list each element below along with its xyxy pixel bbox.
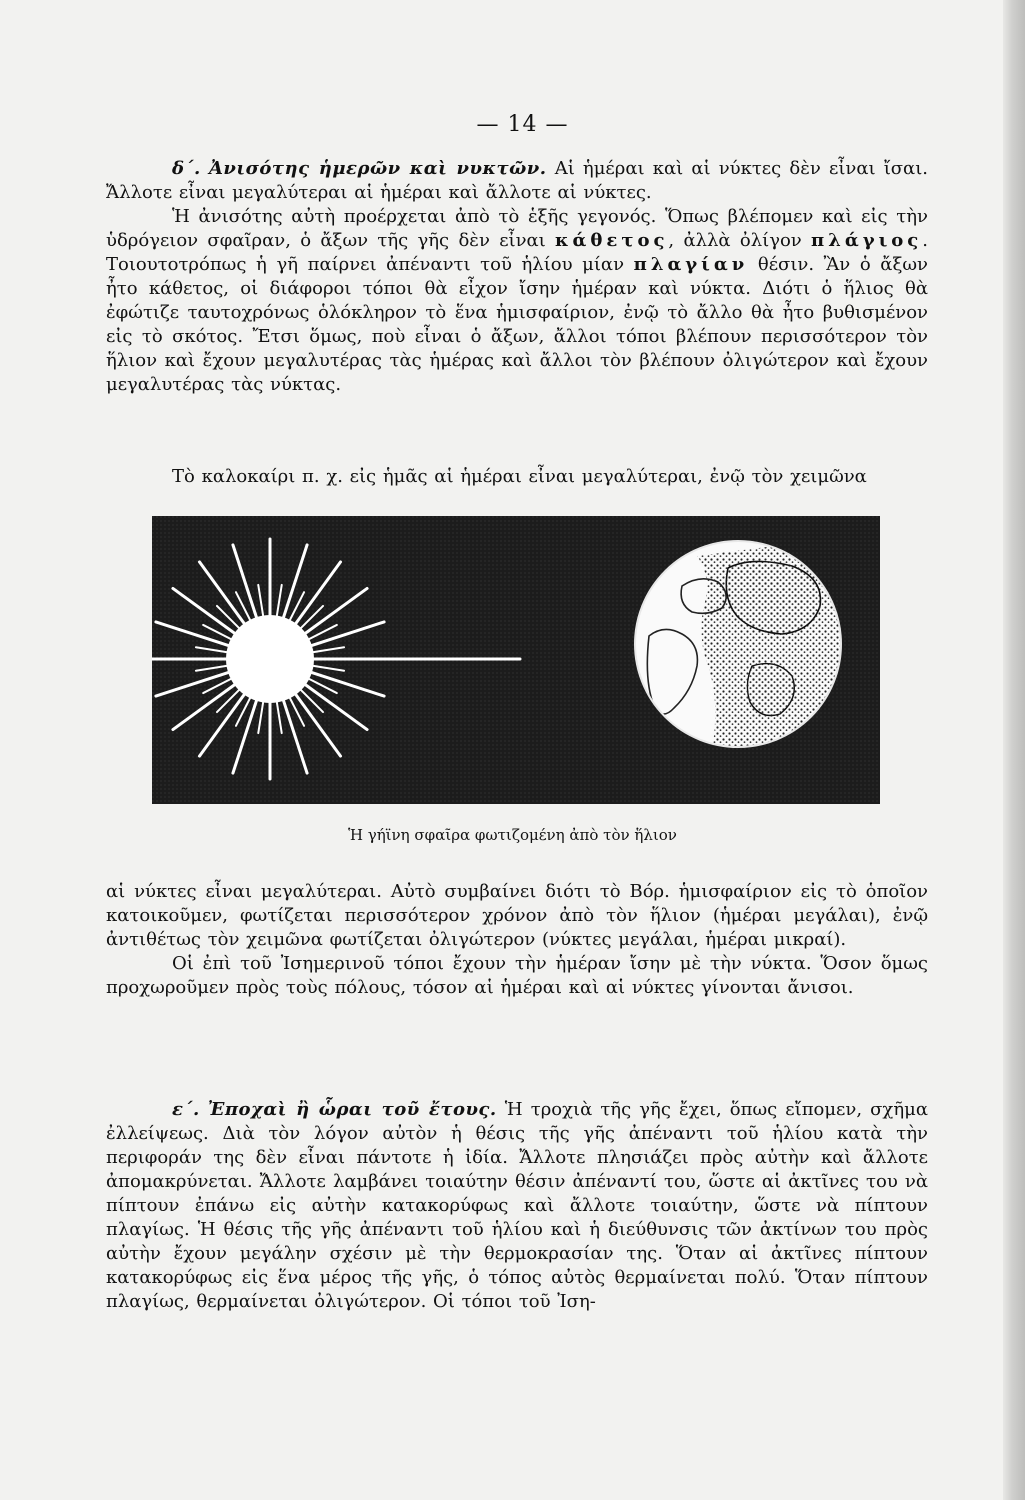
- sun: [226, 615, 314, 703]
- page-number: — 14 —: [476, 112, 569, 137]
- section-d-text-2: Ἡ ἀνισότης αὐτὴ προέρχεται ἀπὸ τὸ ἑξῆς γεγονός. Ὅπως βλέπομεν καὶ εἰς τὴν ὑδρόγειον σφαῖραν, ὁ ἄξων τῆς γῆς δὲν εἶναι: [106, 206, 928, 251]
- page-edge: [1003, 0, 1025, 1500]
- sun-and-earth-illustration: [152, 516, 880, 804]
- section-d-text-5: θέσιν. Ἂν ὁ ἄξων ἦτο κάθετος, οἱ διάφοροι τόποι θὰ εἶχον ἴσην ἡμέραν καὶ νύκτα. Διότι ὁ ἥλιος θὰ ἐφώτιζε ταυτοχρόνως ὁλόκληρον τὸ ἕνα ἡμισφαίριον, ἐνῷ τὸ ἄλλο θὰ ἦτο βυθισμένον εἰς τὸ σκότος. Ἔτσι ὅμως, ποὺ εἶναι ὁ ἄξων, ἄλλοι τόποι βλέπουν περισσότερον τὸν ἥλιον καὶ ἔχουν μεγαλυτέρας τὰς ἡμέρας καὶ ἄλλοι τὸν βλέπουν ὀλιγώτερον καὶ ἔχουν μεγαλυτέρας τὰς νύκτας.: [106, 254, 928, 395]
- continuation-text-2: Οἱ ἐπὶ τοῦ Ἰσημερινοῦ τόποι ἔχουν τὴν ἡμέραν ἴσην μὲ τὴν νύκτα. Ὅσον ὅμως προχωροῦμεν πρὸς τοὺς πόλους, τόσον αἱ ἡμέραι καὶ αἱ νύκτες γίνονται ἄνισοι.: [106, 953, 928, 998]
- section-d-text-1: Αἱ ἡμέραι καὶ αἱ νύκτες δὲν εἶναι ἴσαι. Ἄλλοτε εἶναι μεγαλύτεραι αἱ ἡμέραι καὶ ἄλλοτε αἱ νύκτες.: [106, 158, 928, 203]
- spaced-word-plagian: πλαγίαν: [633, 254, 749, 275]
- section-d-paragraph: [106, 157, 928, 397]
- continuation-text-1: αἱ νύκτες εἶναι μεγαλύτεραι. Αὐτὸ συμβαίνει διότι τὸ Βόρ. ἡμισφαίριον εἰς τὸ ὁποῖον κατοικοῦμεν, φωτίζεται περισσότερον χρόνον ἀπὸ τὸν ἥλιον (ἡμέραι μεγάλαι), ἐνῷ ἀντιθέτως τὸν χειμῶνα φωτίζεται ὀλιγώτερον (νύκτες μεγάλαι, ἡμέραι μικραί).: [106, 881, 928, 950]
- section-d-heading: Ἀνισότης ἡμερῶν καὶ νυκτῶν.: [208, 158, 547, 179]
- figure-caption: Ἡ γήϊνη σφαῖρα φωτιζομένη ἀπὸ τὸν ἥλιον: [348, 826, 677, 844]
- spaced-word-plagios: πλάγιος: [811, 230, 923, 251]
- section-e-heading: Ἐποχαὶ ἢ ὧραι τοῦ ἔτους.: [207, 1099, 497, 1120]
- continuation-paragraph: [106, 880, 928, 1000]
- section-d-paragraph-2: [106, 465, 928, 489]
- sun-earth-figure: [152, 516, 880, 804]
- section-d-text-3: , ἀλλὰ ὀλίγον: [668, 230, 812, 251]
- section-e-paragraph: [106, 1098, 928, 1314]
- section-e-label: ε΄.: [172, 1099, 200, 1120]
- section-e-text: Ἡ τροχιὰ τῆς γῆς ἔχει, ὅπως εἴπομεν, σχῆμα ἐλλείψεως. Διὰ τὸν λόγον αὐτὸν ἡ θέσις τῆς γῆς ἀπέναντι τοῦ ἡλίου κατὰ τὴν περιφοράν της δὲν εἶναι πάντοτε ἡ ἰδία. Ἄλλοτε πλησιάζει πρὸς αὐτὴν καὶ ἄλλοτε ἀπομακρύνεται. Ἄλλοτε λαμβάνει τοιαύτην θέσιν ἀπέναντί του, ὥστε αἱ ἀκτῖνες του νὰ πίπτουν ἐπάνω εἰς αὐτὴν κατακορύφως καὶ ἄλλοτε τοιαύτην, ὥστε νὰ πίπτουν πλαγίως. Ἡ θέσις τῆς γῆς ἀπέναντι τοῦ ἡλίου καὶ ἡ διεύθυνσις τῶν ἀκτίνων του πρὸς αὐτὴν ἔχουν μεγάλην σχέσιν μὲ τὴν θερμοκρασίαν της. Ὅταν αἱ ἀκτῖνες πίπτουν κατακορύφως εἰς ἕνα μέρος τῆς γῆς, ὁ τόπος αὐτὸς θερμαίνεται πολύ. Ὅταν πίπτουν πλαγίως, θερμαίνεται ὀλιγώτερον. Οἱ τόποι τοῦ Ἰση-: [106, 1099, 928, 1312]
- section-d-label: δ΄.: [172, 158, 201, 179]
- spaced-word-kathetos: κάθετος: [555, 230, 669, 251]
- landmass-outline: [747, 664, 794, 716]
- section-d-text-6: Τὸ καλοκαίρι π. χ. εἰς ἡμᾶς αἱ ἡμέραι εἶναι μεγαλύτεραι, ἐνῷ τὸν χειμῶνα: [172, 466, 867, 487]
- section-d-text-4: . Τοιουτοτρόπως ἡ γῆ παίρνει ἀπέναντι τοῦ ἡλίου μίαν: [106, 230, 928, 275]
